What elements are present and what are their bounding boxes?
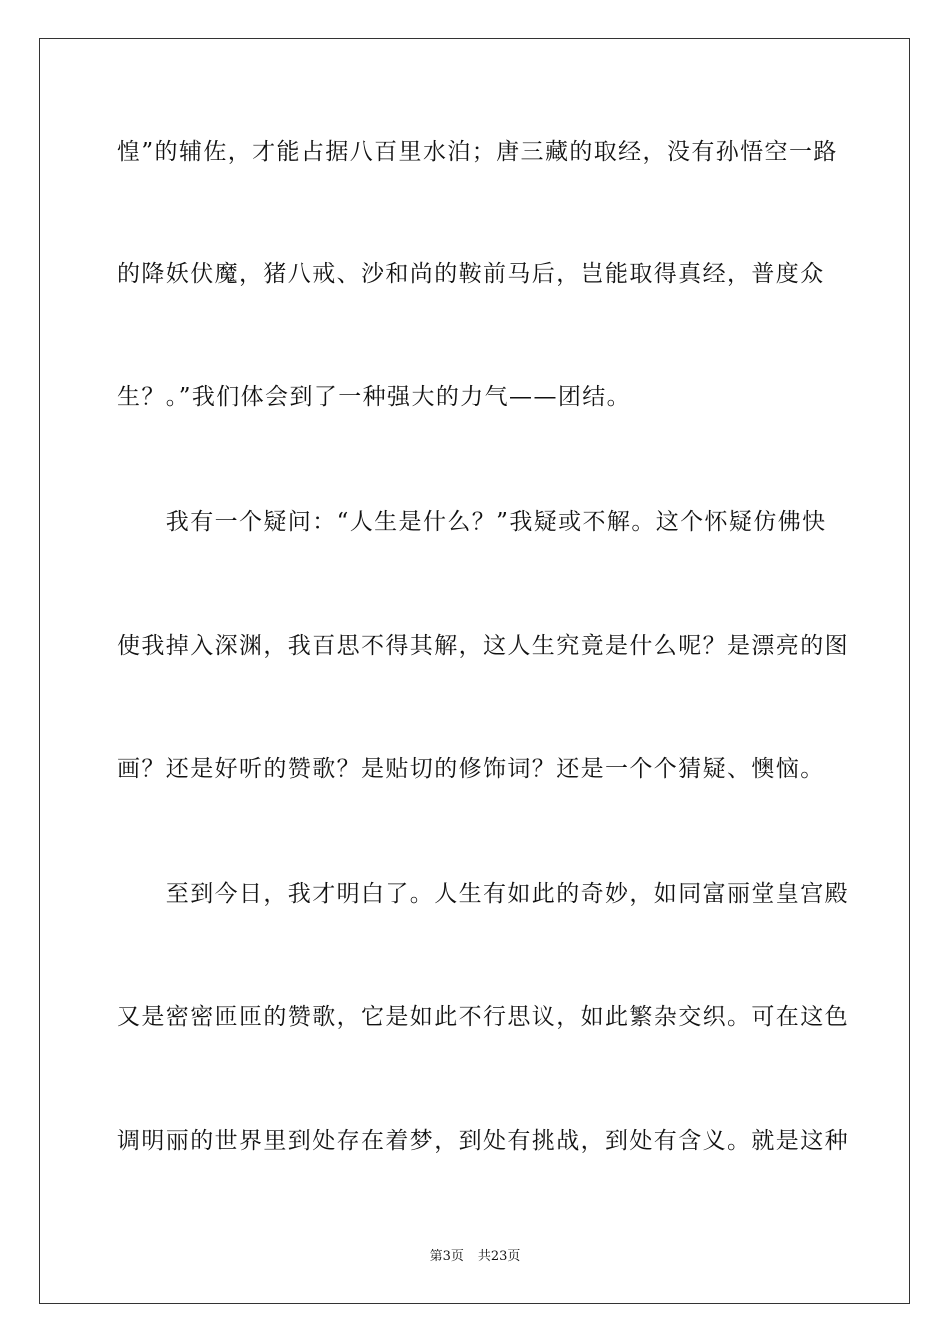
text-line-8: 又是密密匝匝的赞歌，它是如此不行思议，如此繁杂交织。可在这色	[117, 1004, 849, 1030]
page-frame	[39, 38, 910, 1304]
text-line-2: 的降妖伏魔，猪八戒、沙和尚的鞍前马后，岂能取得真经，普度众	[117, 261, 825, 287]
text-line-7: 至到今日，我才明白了。人生有如此的奇妙，如同富丽堂皇宫殿	[117, 881, 849, 907]
text-line-3: 生？。”我们体会到了一种强大的力气——团结。	[117, 384, 632, 410]
text-line-6: 画？还是好听的赞歌？是贴切的修饰词？还是一个个猜疑、懊恼。	[117, 756, 825, 782]
page-number: 第3页	[429, 1249, 464, 1264]
text-line-4: 我有一个疑问：“人生是什么？”我疑或不解。这个怀疑仿佛快	[117, 509, 827, 535]
text-line-1: 惶”的辅佐，才能占据八百里水泊；唐三藏的取经，没有孙悟空一路	[117, 139, 838, 165]
total-pages: 共23页	[477, 1249, 521, 1264]
text-line-9: 调明丽的世界里到处存在着梦，到处有挑战，到处有含义。就是这种	[117, 1128, 849, 1154]
page-footer	[0, 1248, 950, 1266]
text-line-5: 使我掉入深渊，我百思不得其解，这人生究竟是什么呢？是漂亮的图	[117, 633, 849, 659]
